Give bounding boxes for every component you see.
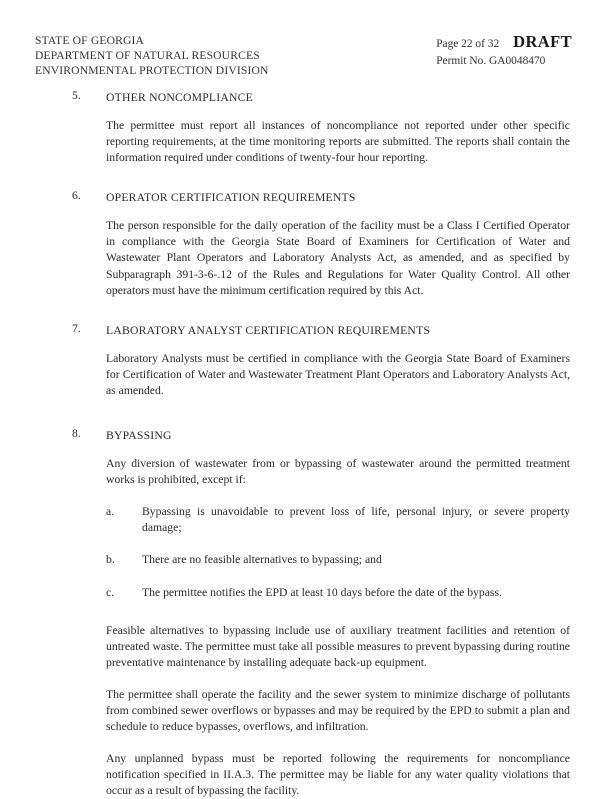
section-intro-paragraph: Any diversion of wastewater from or bypassing of wastewater around the permitted treatment works is prohibited, except if: — [106, 457, 570, 487]
section-paragraph: Any unplanned bypass must be reported following the requirements for noncompliance notification specified in II.A.3. The permittee may be liable for any water quality violations that occur as a result of bypassing the facility. — [106, 752, 570, 798]
list-item — [106, 585, 570, 601]
list-item — [106, 552, 570, 568]
section-heading — [0, 426, 600, 444]
list-item — [106, 504, 570, 536]
section-paragraph: Feasible alternatives to bypassing include use of auxiliary treatment facilities and retention of untreated waste. The permittee must take all possible measures to prevent bypassing during routine preventative maintenance by installing adequate back-up equipment. — [106, 623, 570, 669]
list-item-text: Bypassing is unavoidable to prevent loss of life, personal injury, or severe property damage; — [142, 505, 570, 535]
page-header — [35, 33, 572, 79]
agency-line-department: DEPARTMENT OF NATURAL RESOURCES — [35, 49, 260, 63]
section-paragraph: The permittee must report all instances of noncompliance not reported under other specific reporting requirements, at the time monitoring reports are submitted. The reports shall contain the information required under conditions of twenty-four hour reporting. — [106, 119, 570, 165]
list-item-letter: a. — [106, 505, 115, 519]
agency-line-state: STATE OF GEORGIA — [35, 34, 145, 47]
section-spacer — [0, 415, 600, 426]
section-heading — [0, 321, 600, 339]
section-title: BYPASSING — [106, 429, 172, 443]
section-number: 6. — [72, 189, 81, 203]
document-body — [0, 88, 600, 799]
section-other-noncompliance — [0, 88, 600, 166]
section-number: 8. — [72, 427, 81, 441]
section-paragraph: The permittee shall operate the facility and the sewer system to minimize discharge of pollutants from combined sewer overflows or bypasses and may be required by the EPD to submit a plan and schedule to reduce bypasses, overflows, and infiltration. — [106, 687, 570, 734]
agency-line-division: ENVIRONMENTAL PROTECTION DIVISION — [35, 64, 269, 78]
agency-identification — [35, 33, 269, 79]
section-title: OTHER NONCOMPLIANCE — [106, 91, 253, 104]
list-item-letter: b. — [106, 553, 115, 567]
page-header-meta — [436, 33, 572, 69]
section-heading — [0, 188, 600, 206]
section-number: 5. — [72, 89, 81, 102]
section-title: LABORATORY ANALYST CERTIFICATION REQUIREMENTS — [106, 323, 431, 337]
list-item-letter: c. — [106, 585, 115, 599]
page-number-label: Page 22 of 32 — [436, 38, 500, 50]
list-item-text: The permittee notifies the EPD at least 10 days before the date of the bypass. — [142, 585, 502, 599]
section-operator-certification — [0, 188, 600, 298]
list-item-text: There are no feasible alternatives to bypassing; and — [142, 553, 382, 567]
permit-number-label: Permit No. GA0048470 — [436, 54, 546, 67]
section-bypassing — [0, 426, 600, 799]
section-paragraph: Laboratory Analysts must be certified in compliance with the Georgia State Board of Examiners for Certification of Water and Wastewater Treatment Plant Operators and Laboratory Analysts Act, as amended. — [106, 351, 570, 397]
section-number: 7. — [72, 321, 81, 335]
section-heading — [0, 88, 600, 106]
section-paragraph: The person responsible for the daily operation of the facility must be a Class I Certified Operator in compliance with the Georgia State Board of Examiners for Certification of Water and Wastewater Plant Operators and Laboratory Analysts Act, as amended, and as specified by Subparagraph 391-3-6-.12 of the Rules and Regulations for Water Quality Control. All other operators must have the minimum certification required by this Act. — [106, 219, 570, 297]
section-laboratory-analyst-certification — [0, 321, 600, 399]
section-title: OPERATOR CERTIFICATION REQUIREMENTS — [106, 191, 356, 205]
page-meta-top-row — [436, 34, 572, 53]
draft-stamp: DRAFT — [513, 32, 572, 51]
